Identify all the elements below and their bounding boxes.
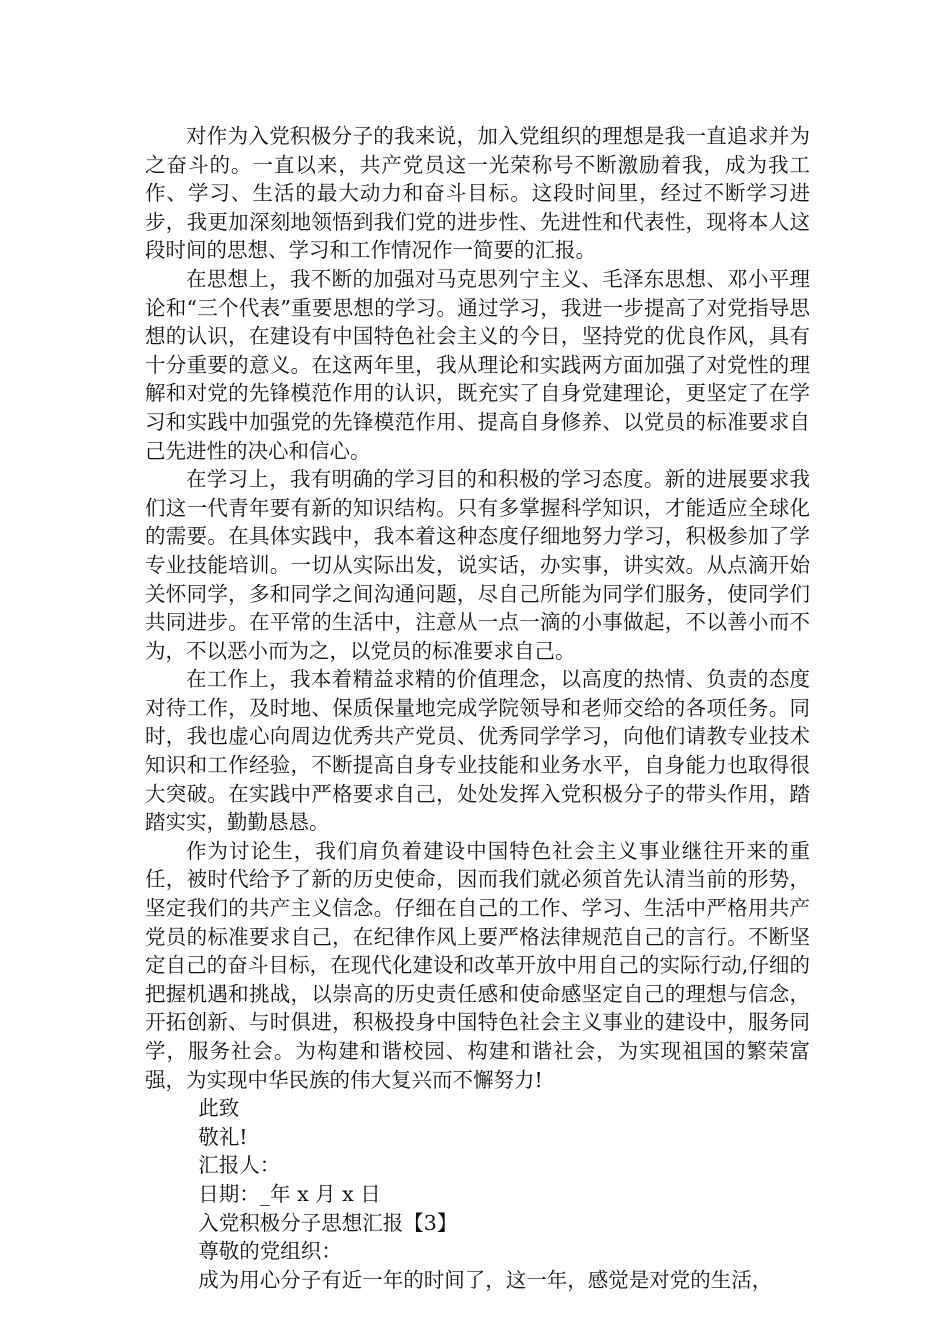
paragraph-thought: 在思想上，我不断的加强对马克思列宁主义、毛泽东思想、邓小平理论和“三个代表”重要思想的学习。通过学习，我进一步提高了对党指导思想的认识，在建设有中国特色社会主义的今日，坚持党的优良作风，具有十分重要的意义。在这两年里，我从理论和实践两方面加强了对党性的理解和对党的先锋模范作用的认识，既充实了自身党建理论，更坚定了在学习和实践中加强党的先锋模范作用、提高自身修养、以党员的标准要求自己先进性的决心和信心。 bbox=[145, 266, 810, 463]
paragraph-intro: 对作为入党积极分子的我来说，加入党组织的理想是我一直追求并为之奋斗的。一直以来，共产党员这一光荣称号不断激励着我，成为我工作、学习、生活的最大动力和奋斗目标。这段时间里，经过不断学习进步，我更加深刻地领悟到我们党的进步性、先进性和代表性，现将本人这段时间的思想、学习和工作情况作一简要的汇报。 bbox=[145, 124, 810, 263]
paragraph-work: 在工作上，我本着精益求精的价值理念，以高度的热情、负责的态度对待工作，及时地、保质保量地完成学院领导和老师交给的各项任务。同时，我也虚心向周边优秀共产党员、优秀同学学习，向他们请教专业技术知识和工作经验，不断提高自身专业技能和业务水平，自身能力也取得很大突破。在实践中严格要求自己，处处发挥入党积极分子的带头作用，踏踏实实，勤勤恳恳。 bbox=[145, 667, 810, 835]
paragraph-study: 在学习上，我有明确的学习目的和积极的学习态度。新的进展要求我们这一代青年要有新的知识结构。只有多掌握科学知识，才能适应全球化的需要。在具体实践中，我本着这种态度仔细地努力学习，积极参加了学专业技能培训。一切从实际出发，说实话，办实事，讲实效。从点滴开始关怀同学，多和同学之间沟通问题，尽自己所能为同学们服务，使同学们共同进步。在平常的生活中，注意从一点一滴的小事做起，不以善小而不为，不以恶小而为之，以党员的标准要求自己。 bbox=[145, 467, 810, 663]
final-paragraph-start: 成为用心分子有近一年的时间了，这一年，感觉是对党的生活， bbox=[198, 1267, 773, 1292]
document-page bbox=[145, 122, 810, 1294]
date-line: 日期：_年 x 月 x 日 bbox=[198, 1181, 381, 1206]
section-title: 入党积极分子思想汇报【3】 bbox=[198, 1210, 458, 1235]
reporter-label: 汇报人： bbox=[198, 1153, 281, 1178]
closing-salutation: 此致 bbox=[198, 1096, 240, 1121]
closing-regards: 敬礼! bbox=[198, 1124, 248, 1149]
paragraph-mission: 作为讨论生，我们肩负着建设中国特色社会主义事业继往开来的重任，被时代给予了新的历史使命，因而我们就必须首先认清当前的形势，坚定我们的共产主义信念。仔细在自己的工作、学习、生活中严格用共产党员的标准要求自己，在纪律作风上要严格法律规范自己的言行。不断坚定自己的奋斗目标，在现代化建设和改革开放中用自己的实际行动,仔细的把握机遇和挑战，以崇高的历史责任感和使命感坚定自己的理想与信念，开拓创新、与时俱进，积极投身中国特色社会主义事业的建设中，服务同学，服务社会。为构建和谐校园、构建和谐社会，为实现祖国的繁荣富强，为实现中华民族的伟大复兴而不懈努力! bbox=[145, 838, 810, 1092]
greeting-line: 尊敬的党组织： bbox=[198, 1239, 342, 1264]
